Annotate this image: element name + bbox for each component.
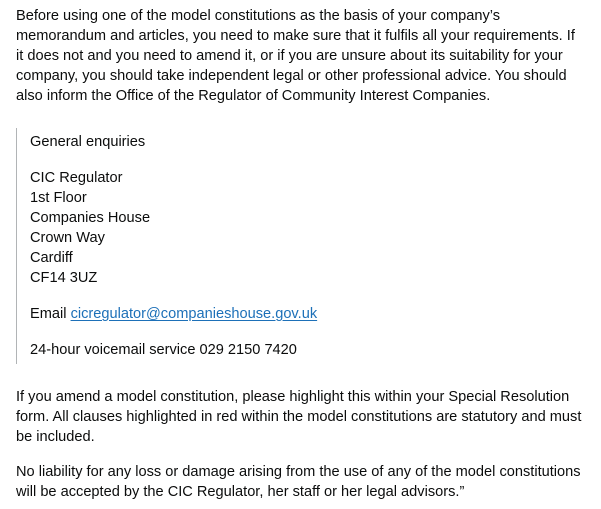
email-row <box>30 304 586 324</box>
amend-paragraph: If you amend a model constitution, please highlight this within your Special Resolution form. All clauses highlighted in red within the model constitutions are statutory and must be included. <box>16 389 582 445</box>
voicemail-line: 24-hour voicemail service 029 2150 7420 <box>30 342 297 358</box>
address-line: CF14 3UZ <box>30 270 98 286</box>
address-line: 1st Floor <box>30 190 87 206</box>
contact-heading: General enquiries <box>30 134 146 150</box>
liability-paragraph: No liability for any loss or damage arising from the use of any of the model constitutions will be accepted by the CIC Regulator, her staff or her legal advisors.” <box>16 464 581 500</box>
intro-paragraph: Before using one of the model constitutions as the basis of your company’s memorandum and articles, you need to make sure that it fulfils all your requirements. If it does not and you need to amend it, or if you are unsure about its suitability for your company, you should take independent legal or other professional advice. You should also inform the Office of the Regulator of Community Interest Companies. <box>16 8 575 104</box>
postal-address <box>30 168 586 288</box>
address-line: Companies House <box>30 210 151 226</box>
contact-details <box>16 128 586 364</box>
email-link[interactable]: cicregulator@companieshouse.gov.uk <box>70 306 318 322</box>
address-line: Cardiff <box>30 250 73 266</box>
address-line: Crown Way <box>30 230 105 246</box>
email-label: Email <box>30 306 67 322</box>
document-body <box>16 6 586 502</box>
address-line: CIC Regulator <box>30 170 123 186</box>
